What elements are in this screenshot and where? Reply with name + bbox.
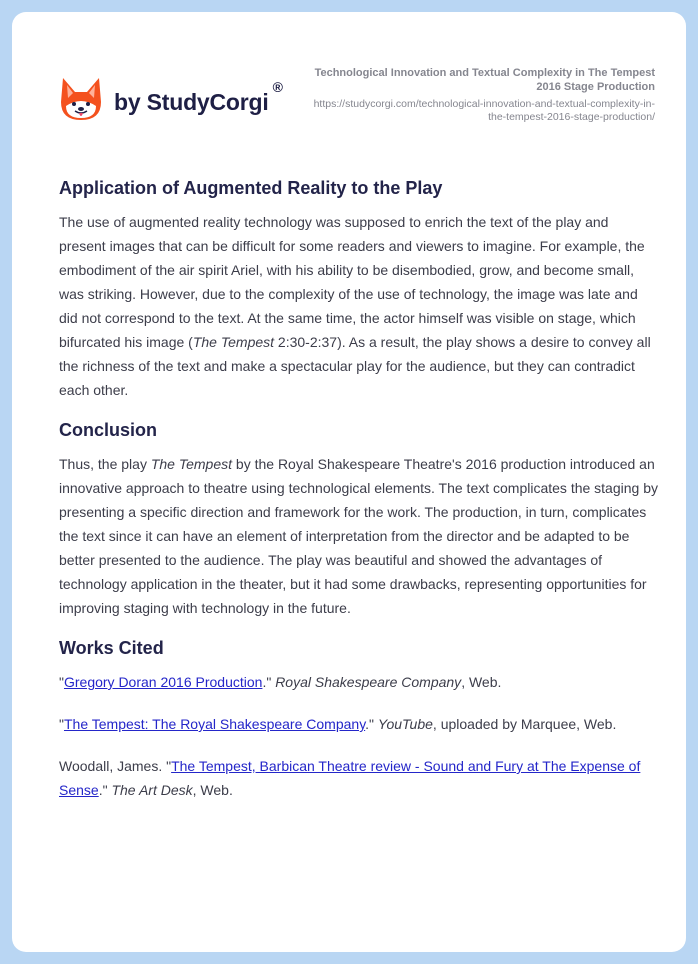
text-run: Woodall, James. " — [59, 758, 172, 774]
document-meta — [305, 66, 655, 124]
document-url[interactable]: https://studycorgi.com/technological-innovation-and-textual-complexity-in-the-tempest-2016-stage-production/ — [313, 98, 655, 123]
section-augmented-reality — [59, 174, 659, 402]
citation-link[interactable]: The Tempest, Barbican Theatre review - Sound and Fury at The Expense of Sense — [59, 758, 641, 798]
document-title: Technological Innovation and Textual Complexity in The Tempest 2016 Stage Production — [314, 67, 655, 93]
text-run: The use of augmented reality technology was supposed to enrich the text of the play and present images that can be difficult for some readers and viewers to imagine. For example, the embodiment of the air spirit Ariel, with his ability to be disembodied, grow, and become small, was striking. However, due to the complexity of the use of technology, the image was late and did not correspond to the text. At the same time, the actor himself was visible on stage, which bifurcated his image ( — [59, 214, 645, 350]
brand-name: by StudyCorgi — [114, 88, 269, 115]
section-conclusion — [59, 416, 659, 620]
section-works-cited — [59, 634, 659, 802]
text-run: , Web. — [192, 782, 233, 798]
citation-link[interactable]: The Tempest: The Royal Shakespeare Company — [63, 716, 366, 732]
registered-mark: ® — [272, 79, 283, 95]
section-heading: Conclusion — [59, 420, 157, 440]
text-run: , uploaded by Marquee, Web. — [432, 716, 617, 732]
text-run: ." — [365, 716, 378, 732]
document-card — [12, 12, 686, 952]
text-run: " — [59, 674, 64, 690]
italic-source: YouTube — [377, 716, 433, 732]
paragraph — [59, 452, 659, 620]
citation-entry — [59, 670, 659, 694]
text-run: , Web. — [461, 674, 502, 690]
page-header — [12, 12, 686, 152]
text-run: ." — [262, 674, 276, 690]
section-heading: Works Cited — [59, 638, 164, 658]
italic-title: The Tempest — [150, 456, 233, 472]
citation-link[interactable]: Gregory Doran 2016 Production — [63, 674, 263, 690]
corgi-logo-icon — [60, 76, 102, 122]
text-run: 2:30-2:37). As a result, the play shows a desire to convey all the richness of the text and make a spectacular play for the audience, but they can contradict each other. — [59, 334, 651, 398]
italic-source: Royal Shakespeare Company — [275, 674, 462, 690]
italic-title: The Tempest — [192, 334, 275, 350]
citation-entry — [59, 754, 659, 802]
section-heading: Application of Augmented Reality to the Play — [59, 178, 443, 198]
text-run: by the Royal Shakespeare Theatre's 2016 production introduced an innovative approach to theatre using technological elements. The text complicates the staging by presenting a specific direction and framework for the work. The production, in turn, complicates the text since it can have an element of interpretation from the director and be adapted to be better presented to the audience. The play was beautiful and showed the advantages of technology application in the theater, but it had some drawbacks, representing opportunities for improving staging with technology in the future. — [59, 456, 658, 616]
citation-entry — [59, 712, 659, 736]
article-body — [59, 174, 659, 820]
italic-source: The Art Desk — [111, 782, 193, 798]
studycorgi-logo[interactable] — [60, 76, 283, 122]
text-run: Thus, the play — [59, 456, 151, 472]
text-run: " — [59, 716, 64, 732]
text-run: ." — [98, 782, 112, 798]
paragraph — [59, 210, 659, 402]
